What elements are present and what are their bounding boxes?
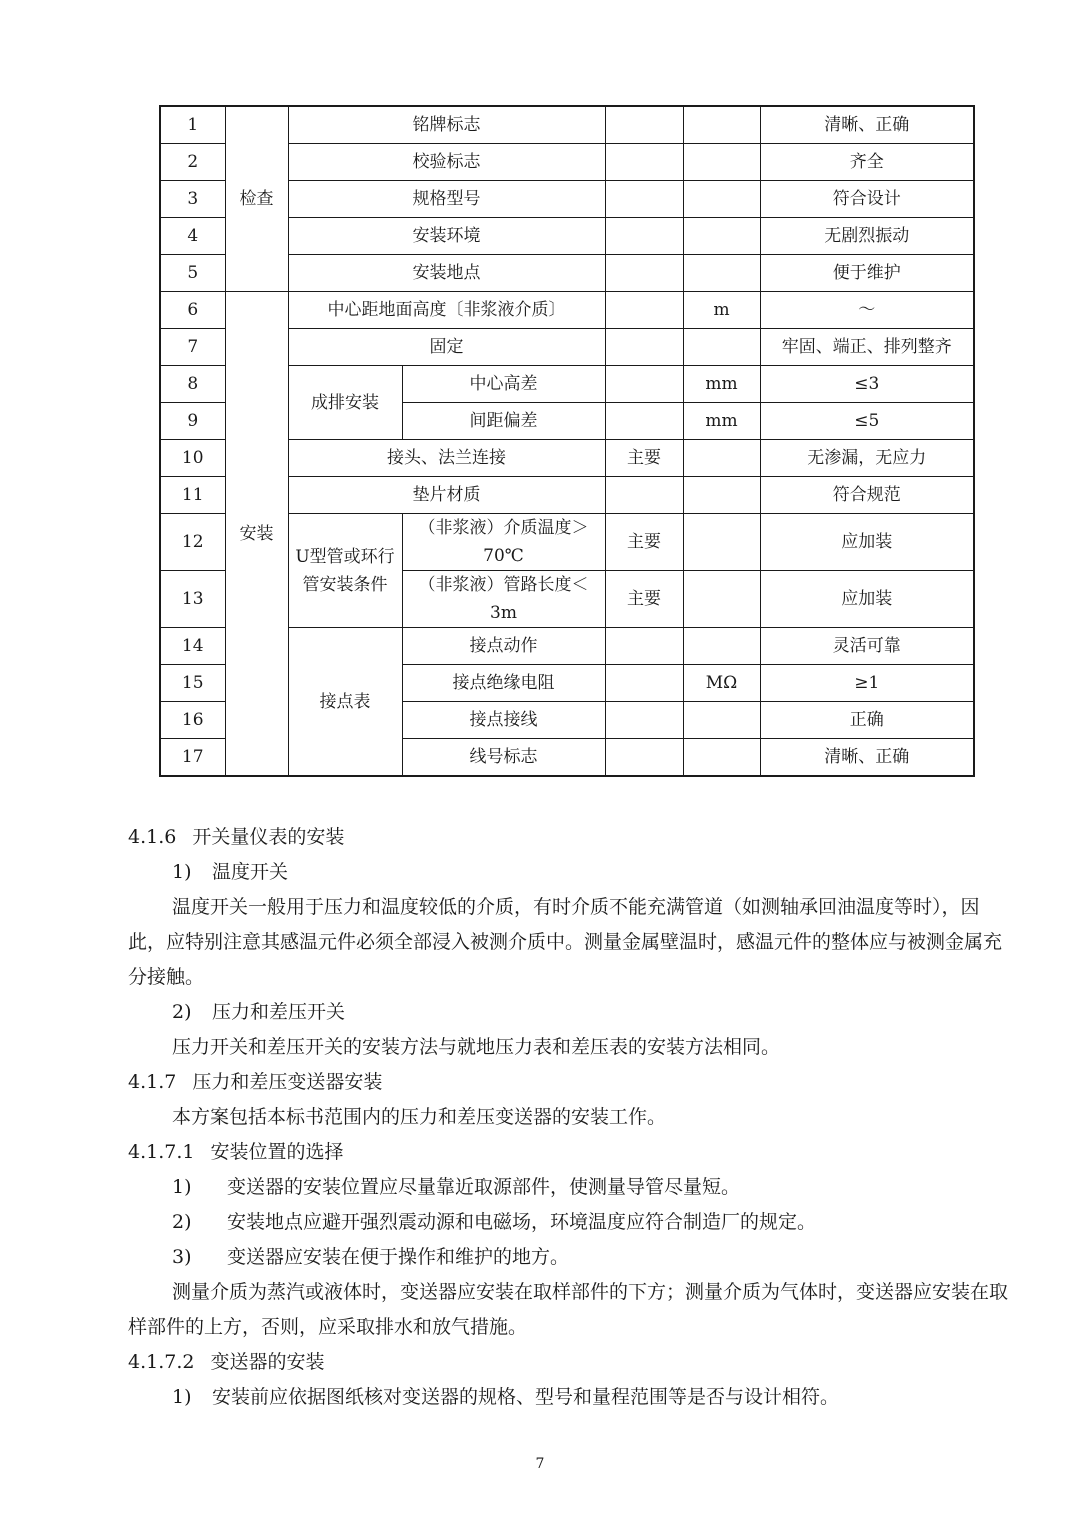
requirement-cell: 正确 — [760, 702, 974, 739]
requirement-cell: 清晰、正确 — [760, 739, 974, 777]
row-number: 10 — [160, 440, 225, 477]
item-cell: 接点绝缘电阻 — [402, 665, 605, 702]
row-number: 2 — [160, 144, 225, 181]
item-cell: 规格型号 — [288, 181, 605, 218]
section-heading — [128, 1345, 1008, 1380]
paragraph: 温度开关一般用于压力和温度较低的介质，有时介质不能充满管道（如测轴承回油温度等时），因此，应特别注意其感温元件必须全部浸入被测介质中。测量金属壁温时，感温元件的整体应与被测金属充分接触。 — [128, 896, 1003, 988]
item-cell: 铭牌标志 — [288, 106, 605, 144]
item-cell: 线号标志 — [402, 739, 605, 777]
item-cell: 垫片材质 — [288, 477, 605, 514]
list-text: 安装前应依据图纸核对变送器的规格、型号和量程范围等是否与设计相符。 — [212, 1386, 840, 1408]
requirement-cell: ～ — [760, 292, 974, 329]
unit-cell — [683, 514, 760, 571]
nature-cell — [605, 106, 683, 144]
row-number: 8 — [160, 366, 225, 403]
row-number: 6 — [160, 292, 225, 329]
unit-cell — [683, 218, 760, 255]
section-title: 压力和差压变送器安装 — [192, 1071, 383, 1093]
item-cell: 固定 — [288, 329, 605, 366]
requirement-cell: ≤3 — [760, 366, 974, 403]
nature-cell — [605, 628, 683, 665]
unit-cell — [683, 255, 760, 292]
nature-cell: 主要 — [605, 571, 683, 628]
inspection-table — [159, 105, 975, 777]
unit-cell — [683, 628, 760, 665]
list-item — [128, 1240, 1008, 1275]
unit-cell — [683, 181, 760, 218]
nature-cell — [605, 477, 683, 514]
nature-cell — [605, 144, 683, 181]
item-cell: （非浆液）介质温度＞70℃ — [402, 514, 605, 571]
subsection-heading — [128, 855, 1008, 890]
item-cell: 间距偏差 — [402, 403, 605, 440]
table-row — [160, 106, 974, 144]
nature-cell: 主要 — [605, 514, 683, 571]
section-heading — [128, 1135, 1008, 1170]
section-heading — [128, 820, 1008, 855]
nature-cell — [605, 292, 683, 329]
row-number: 14 — [160, 628, 225, 665]
section-number: 4.1.7.2 — [128, 1351, 195, 1373]
item-cell: （非浆液）管路长度＜3m — [402, 571, 605, 628]
row-number: 9 — [160, 403, 225, 440]
page-number: 7 — [535, 1456, 545, 1472]
nature-cell — [605, 702, 683, 739]
row-number: 3 — [160, 181, 225, 218]
section-number: 4.1.7 — [128, 1071, 177, 1093]
requirement-cell: 符合规范 — [760, 477, 974, 514]
row-number: 13 — [160, 571, 225, 628]
row-number: 12 — [160, 514, 225, 571]
unit-cell: MΩ — [683, 665, 760, 702]
unit-cell — [683, 440, 760, 477]
requirement-cell: 应加装 — [760, 514, 974, 571]
requirement-cell: 牢固、端正、排列整齐 — [760, 329, 974, 366]
group-label-install: 安装 — [225, 292, 288, 777]
item-cell: 中心高差 — [402, 366, 605, 403]
paragraph: 压力开关和差压开关的安装方法与就地压力表和差压表的安装方法相同。 — [172, 1036, 781, 1058]
requirement-cell: 便于维护 — [760, 255, 974, 292]
unit-cell — [683, 702, 760, 739]
item-cell: 中心距地面高度〔非浆液介质〕 — [288, 292, 605, 329]
section-title: 安装位置的选择 — [210, 1141, 344, 1163]
requirement-cell: 符合设计 — [760, 181, 974, 218]
section-number: 4.1.6 — [128, 826, 177, 848]
subsection-title: 温度开关 — [212, 861, 289, 883]
row-number: 17 — [160, 739, 225, 777]
row-number: 7 — [160, 329, 225, 366]
list-number: 1) — [172, 1176, 192, 1198]
subsection-title: 压力和差压开关 — [212, 1001, 346, 1023]
unit-cell: m — [683, 292, 760, 329]
list-text: 变送器的安装位置应尽量靠近取源部件，使测量导管尽量短。 — [227, 1176, 741, 1198]
list-text: 安装地点应避开强烈震动源和电磁场，环境温度应符合制造厂的规定。 — [227, 1211, 817, 1233]
nature-cell — [605, 329, 683, 366]
section-title: 变送器的安装 — [210, 1351, 325, 1373]
requirement-cell: 齐全 — [760, 144, 974, 181]
unit-cell — [683, 329, 760, 366]
list-item — [128, 1380, 1008, 1415]
unit-cell: mm — [683, 366, 760, 403]
nature-cell — [605, 739, 683, 777]
unit-cell — [683, 571, 760, 628]
nature-cell — [605, 255, 683, 292]
requirement-cell: ≥1 — [760, 665, 974, 702]
nature-cell — [605, 218, 683, 255]
list-item — [128, 1170, 1008, 1205]
list-number: 1) — [172, 861, 192, 883]
item-cell: 接点接线 — [402, 702, 605, 739]
requirement-cell: 灵活可靠 — [760, 628, 974, 665]
subgroup-u-pipe: U型管或环行管安装条件 — [288, 514, 402, 628]
row-number: 15 — [160, 665, 225, 702]
list-number: 1) — [172, 1386, 192, 1408]
requirement-cell: 无渗漏，无应力 — [760, 440, 974, 477]
item-cell: 安装地点 — [288, 255, 605, 292]
requirement-cell: 应加装 — [760, 571, 974, 628]
body-text — [128, 820, 1008, 1415]
row-number: 4 — [160, 218, 225, 255]
item-cell: 接头、法兰连接 — [288, 440, 605, 477]
nature-cell — [605, 181, 683, 218]
requirement-cell: 清晰、正确 — [760, 106, 974, 144]
item-cell: 接点动作 — [402, 628, 605, 665]
nature-cell — [605, 665, 683, 702]
unit-cell — [683, 477, 760, 514]
item-cell: 校验标志 — [288, 144, 605, 181]
nature-cell: 主要 — [605, 440, 683, 477]
unit-cell: mm — [683, 403, 760, 440]
section-title: 开关量仪表的安装 — [192, 826, 345, 848]
subsection-heading — [128, 995, 1008, 1030]
subgroup-contact-meter: 接点表 — [288, 628, 402, 777]
row-number: 1 — [160, 106, 225, 144]
list-number: 2) — [172, 1211, 192, 1233]
section-number: 4.1.7.1 — [128, 1141, 195, 1163]
subgroup-row-install: 成排安装 — [288, 366, 402, 440]
item-cell: 安装环境 — [288, 218, 605, 255]
list-item — [128, 1205, 1008, 1240]
nature-cell — [605, 403, 683, 440]
section-heading — [128, 1065, 1008, 1100]
row-number: 16 — [160, 702, 225, 739]
unit-cell — [683, 739, 760, 777]
requirement-cell: 无剧烈振动 — [760, 218, 974, 255]
paragraph: 本方案包括本标书范围内的压力和差压变送器的安装工作。 — [172, 1106, 667, 1128]
group-label-inspect: 检查 — [225, 106, 288, 292]
nature-cell — [605, 366, 683, 403]
list-number: 3) — [172, 1246, 192, 1268]
paragraph: 测量介质为蒸汽或液体时，变送器应安装在取样部件的下方；测量介质为气体时，变送器应安装在取样部件的上方，否则，应采取排水和放气措施。 — [128, 1281, 1009, 1338]
row-number: 5 — [160, 255, 225, 292]
unit-cell — [683, 106, 760, 144]
unit-cell — [683, 144, 760, 181]
list-text: 变送器应安装在便于操作和维护的地方。 — [227, 1246, 570, 1268]
requirement-cell: ≤5 — [760, 403, 974, 440]
table-row — [160, 292, 974, 329]
row-number: 11 — [160, 477, 225, 514]
list-number: 2) — [172, 1001, 192, 1023]
